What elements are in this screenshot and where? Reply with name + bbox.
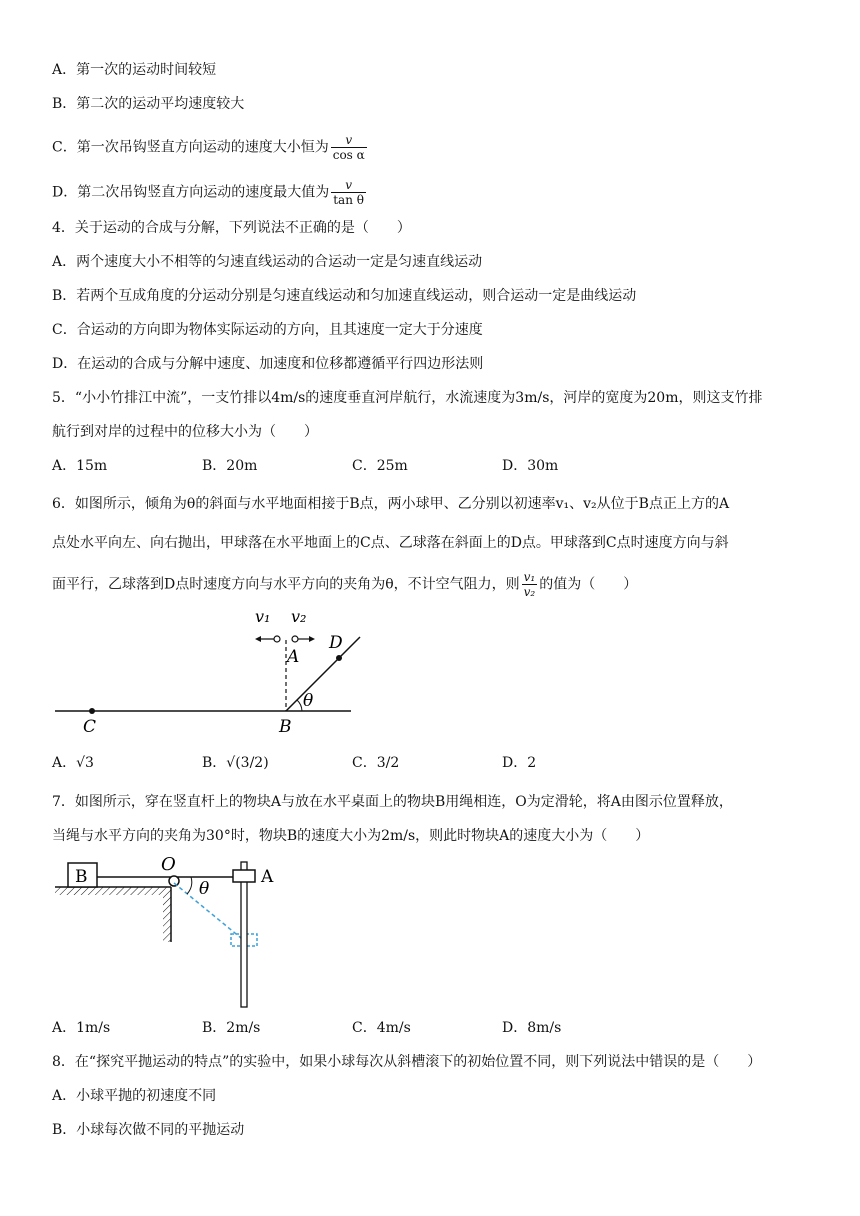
- ball-left: [274, 636, 280, 642]
- q6-stem-text: 面平行，乙球落到D点时速度方向与水平方向的夹角为θ，不计空气阻力，则: [52, 576, 520, 593]
- label-a: A: [287, 647, 300, 667]
- ball-right: [292, 636, 298, 642]
- q6-option-a-text: A．√3: [52, 755, 94, 771]
- pulley-o: [169, 876, 179, 886]
- q6-stem-line2: 点处水平向左、向右抛出，甲球落在水平地面上的C点、乙球落在斜面上的D点。甲球落到C点时速度方向与斜: [52, 535, 729, 551]
- q6-option-a: [52, 753, 94, 773]
- arrow-v1-head: [255, 636, 261, 642]
- arrow-v2-head: [309, 636, 315, 642]
- wall-hatch: [163, 887, 171, 942]
- q4-option-a: A．两个速度大小不相等的匀速直线运动的合运动一定是匀速直线运动: [52, 254, 483, 270]
- label-d: D: [329, 633, 343, 653]
- q5-option-a: A．15m: [52, 458, 108, 474]
- fraction-numerator: v₁: [523, 570, 536, 584]
- point-c: [89, 708, 95, 714]
- vertical-rod: [241, 862, 247, 1007]
- q5-option-b: B．20m: [202, 458, 258, 474]
- q3-option-c-text: C．第一次吊钩竖直方向运动的速度大小恒为: [52, 139, 329, 156]
- label-o: O: [161, 854, 176, 875]
- label-v1: v₁: [255, 607, 271, 626]
- q6-option-b: [202, 753, 269, 773]
- fraction-denominator: tan θ: [333, 193, 364, 207]
- label-theta: θ: [303, 691, 314, 711]
- q8-stem: 8．在“探究平抛运动的特点”的实验中，如果小球每次从斜槽滚下的初始位置不同，则下列说法中错误的是（ ）: [52, 1054, 762, 1070]
- q6-option-d: D．2: [502, 755, 537, 771]
- fraction-denominator: cos α: [332, 148, 365, 162]
- q7-option-a: A．1m/s: [52, 1020, 111, 1036]
- q6-ratio-fraction: [522, 570, 538, 599]
- q6-option-c: [352, 753, 399, 773]
- label-block-a: A: [261, 867, 274, 887]
- q7-option-d: D．8m/s: [502, 1020, 562, 1036]
- point-d: [336, 655, 342, 661]
- block-a: [233, 870, 255, 882]
- label-theta: θ: [199, 879, 210, 899]
- q3-option-d-fraction: [331, 178, 366, 207]
- q6-stem-end: 的值为（ ）: [539, 576, 638, 593]
- q3-option-b: B．第二次的运动平均速度较大: [52, 96, 245, 112]
- angle-arc: [297, 700, 302, 711]
- q7-stem-line2: 当绳与水平方向的夹角为30°时，物块B的速度大小为2m/s，则此时物块A的速度大小为（ ）: [52, 828, 650, 844]
- label-v2: v₂: [291, 607, 307, 626]
- q5-option-d: D．30m: [502, 458, 559, 474]
- table-hatch: [55, 887, 163, 895]
- q7-figure: [55, 850, 295, 1015]
- q3-option-a: A．第一次的运动时间较短: [52, 62, 217, 78]
- q4-stem: 4．关于运动的合成与分解，下列说法不正确的是（ ）: [52, 220, 411, 236]
- fraction-denominator: v₂: [523, 585, 536, 599]
- label-c: C: [83, 717, 97, 737]
- q3-option-d-text: D．第二次吊钩竖直方向运动的速度最大值为: [52, 184, 330, 201]
- q6-option-b-text: B．√(3/2): [202, 755, 269, 771]
- q8-option-a: A．小球平抛的初速度不同: [52, 1088, 217, 1104]
- q6-stem-line3: [52, 570, 637, 599]
- q8-option-b: B．小球每次做不同的平抛运动: [52, 1122, 245, 1138]
- fraction-numerator: v: [331, 178, 366, 193]
- label-b: B: [279, 717, 292, 737]
- q6-figure: [55, 600, 375, 740]
- q5-option-c: C．25m: [352, 458, 408, 474]
- fraction-numerator: v: [331, 133, 367, 148]
- q3-option-c-fraction: [331, 133, 367, 162]
- q7-option-c: C．4m/s: [352, 1020, 411, 1036]
- q4-option-d: D．在运动的合成与分解中速度、加速度和位移都遵循平行四边形法则: [52, 356, 484, 372]
- q5-stem-line1: 5．“小小竹排江中流”，一支竹排以4m/s的速度垂直河岸航行，水流速度为3m/s，河岸的宽度为20m，则这支竹排: [52, 390, 763, 406]
- q7-option-b: B．2m/s: [202, 1020, 261, 1036]
- angle-arc: [187, 877, 192, 894]
- q5-stem-line2: 航行到对岸的过程中的位移大小为（ ）: [52, 424, 318, 440]
- label-block-b: B: [75, 867, 88, 887]
- q7-stem-line1: 7．如图所示，穿在竖直杆上的物块A与放在水平桌面上的物块B用绳相连，O为定滑轮，将A由图示位置释放，: [52, 794, 733, 810]
- q4-option-c: C．合运动的方向即为物体实际运动的方向，且其速度一定大于分速度: [52, 322, 483, 338]
- q4-option-b: B．若两个互成角度的分运动分别是匀速直线运动和匀加速直线运动，则合运动一定是曲线运动: [52, 288, 637, 304]
- q3-option-c: [52, 133, 369, 162]
- q3-option-d: [52, 178, 368, 207]
- q6-stem-line1: 6．如图所示，倾角为θ的斜面与水平地面相接于B点，两小球甲、乙分别以初速率v₁、v₂从位于B点正上方的A: [52, 496, 730, 512]
- q6-option-c-text: C．3/2: [352, 755, 400, 771]
